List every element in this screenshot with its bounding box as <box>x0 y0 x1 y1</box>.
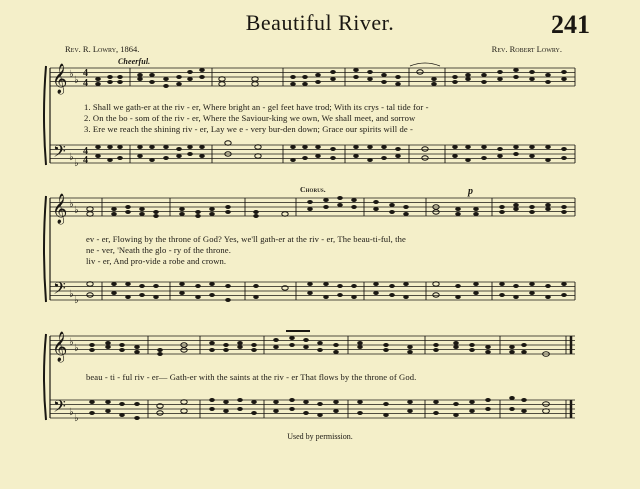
treble-notes <box>89 336 549 356</box>
treble-staff <box>50 336 575 354</box>
permission-note: Used by permission. <box>287 432 353 441</box>
bass-notes <box>87 282 567 302</box>
treble-clef-icon: 𝄞 <box>52 64 68 93</box>
key-signature-icon: ♭ <box>69 69 74 80</box>
svg-text:♭: ♭ <box>69 152 74 163</box>
svg-text:4: 4 <box>83 146 88 157</box>
treble-notes <box>95 68 567 88</box>
bass-clef-icon: 𝄢 <box>53 398 66 420</box>
svg-text:♭: ♭ <box>74 158 79 169</box>
chorus-line-2: beau - ti - ful riv - er— Gath-er with the saints at the riv - er That flows by the throne of God. <box>86 372 417 382</box>
treble-clef-icon: 𝄞 <box>52 332 68 361</box>
verse-1-line: 1. Shall we gath-er at the riv - er, Where bright an - gel feet have trod; With its crys - tal tide for - <box>84 102 429 112</box>
svg-text:♭: ♭ <box>74 343 79 354</box>
svg-text:♭: ♭ <box>69 199 74 210</box>
treble-staff <box>50 68 575 86</box>
verse-3-end: liv - er, And pro-vide a robe and crown. <box>86 256 227 266</box>
dynamic-marking: p <box>468 186 474 197</box>
svg-text:♭: ♭ <box>69 337 74 348</box>
svg-text:4: 4 <box>83 78 88 89</box>
bass-notes <box>89 396 549 420</box>
music-credit: Rev. Robert Lowry. <box>491 44 562 54</box>
verse-2-line: 2. On the bo - som of the riv - er, Where the Saviour-king we own, We shall meet, and sorrow <box>84 113 416 123</box>
tempo-marking: Cheerful. <box>118 57 151 66</box>
svg-text:♭: ♭ <box>74 205 79 216</box>
svg-text:♭: ♭ <box>74 413 79 424</box>
verse-3-line: 3. Ere we reach the shining riv - er, Lay we e - very bur-den down; Grace our spirits will de - <box>84 124 413 134</box>
verse-2-end: ne - ver, 'Neath the glo - ry of the throne. <box>86 245 231 255</box>
svg-text:♭: ♭ <box>69 407 74 418</box>
svg-text:♭: ♭ <box>74 75 79 86</box>
treble-clef-icon: 𝄞 <box>52 194 68 223</box>
bass-clef-icon: 𝄢 <box>53 280 66 302</box>
hymn-number: 241 <box>551 10 590 39</box>
svg-text:♭: ♭ <box>74 295 79 306</box>
bass-staff <box>50 145 575 163</box>
svg-text:♭: ♭ <box>69 289 74 300</box>
words-credit: Rev. R. Lowry, 1864. <box>65 44 140 54</box>
bass-clef-icon: 𝄢 <box>53 143 66 165</box>
hymn-title: Beautiful River. <box>245 10 395 35</box>
chorus-label: Chorus. <box>300 185 326 194</box>
svg-text:4: 4 <box>83 155 88 166</box>
chorus-line-1: ev - er, Flowing by the throne of God? Yes, we'll gath-er at the riv - er, The beau-ti-ful, the <box>86 234 406 244</box>
bass-staff <box>50 400 575 418</box>
time-signature-icon: 4 <box>83 68 88 79</box>
